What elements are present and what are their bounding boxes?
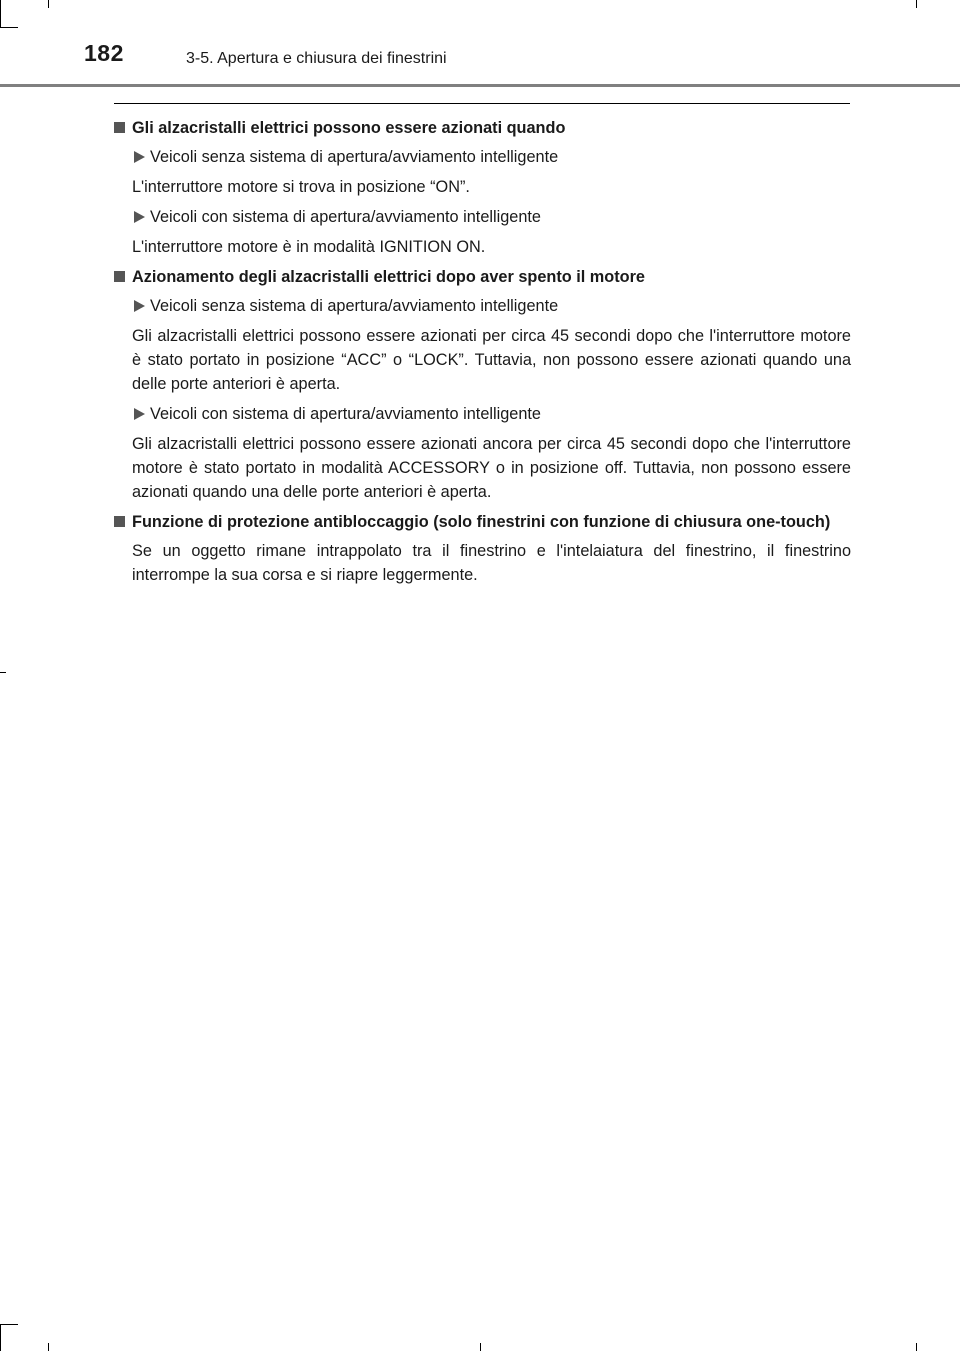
page-content — [114, 116, 851, 593]
paragraph: L'interruttore motore si trova in posizione “ON”. — [132, 178, 470, 196]
section-heading: Gli alzacristalli elettrici possono essere azionati quando — [114, 116, 851, 140]
crop-mark — [0, 1324, 1, 1351]
bullet-item: Veicoli senza sistema di apertura/avviamento intelligente — [114, 294, 851, 318]
bullet-item: Veicoli senza sistema di apertura/avviamento intelligente — [114, 145, 851, 169]
square-bullet-icon — [114, 122, 125, 133]
section-heading: Funzione di protezione antibloccaggio (solo finestrini con funzione di chiusura one-touch) — [114, 510, 851, 534]
section-title: 3-5. Apertura e chiusura dei finestrini — [186, 50, 447, 67]
bullet-item: Veicoli con sistema di apertura/avviamento intelligente — [114, 205, 851, 229]
paragraph: Se un oggetto rimane intrappolato tra il finestrino e l'intelaiatura del finestrino, il finestrino interrompe la sua corsa e si riapre leggermente. — [132, 542, 851, 584]
crop-mark — [0, 1324, 18, 1325]
section-heading: Azionamento degli alzacristalli elettrici dopo aver spento il motore — [114, 265, 851, 289]
header-rule — [0, 84, 960, 87]
content-rule — [114, 103, 850, 104]
paragraph: Gli alzacristalli elettrici possono essere azionati ancora per circa 45 secondi dopo che l'interruttore motore è stato portato in modalità ACCESSORY o in posizione off. Tuttavia, non possono essere azionati quando una delle porte anteriori è aperta. — [132, 435, 851, 501]
bullet-item: Veicoli con sistema di apertura/avviamento intelligente — [114, 402, 851, 426]
square-bullet-icon — [114, 516, 125, 527]
page-number: 182 — [84, 40, 124, 66]
triangle-bullet-icon — [134, 211, 145, 223]
triangle-bullet-icon — [134, 300, 145, 312]
paragraph: L'interruttore motore è in modalità IGNITION ON. — [132, 238, 486, 256]
crop-mark — [916, 1343, 917, 1351]
crop-mark — [48, 1343, 49, 1351]
crop-mark — [0, 672, 6, 673]
triangle-bullet-icon — [134, 151, 145, 163]
paragraph: Gli alzacristalli elettrici possono essere azionati per circa 45 secondi dopo che l'interruttore motore è stato portato in posizione “ACC” o “LOCK”. Tuttavia, non possono essere azionati quando una delle porte anteriori è aperta. — [132, 327, 851, 393]
crop-mark — [480, 1343, 481, 1351]
triangle-bullet-icon — [134, 408, 145, 420]
square-bullet-icon — [114, 271, 125, 282]
page-header — [0, 0, 960, 88]
